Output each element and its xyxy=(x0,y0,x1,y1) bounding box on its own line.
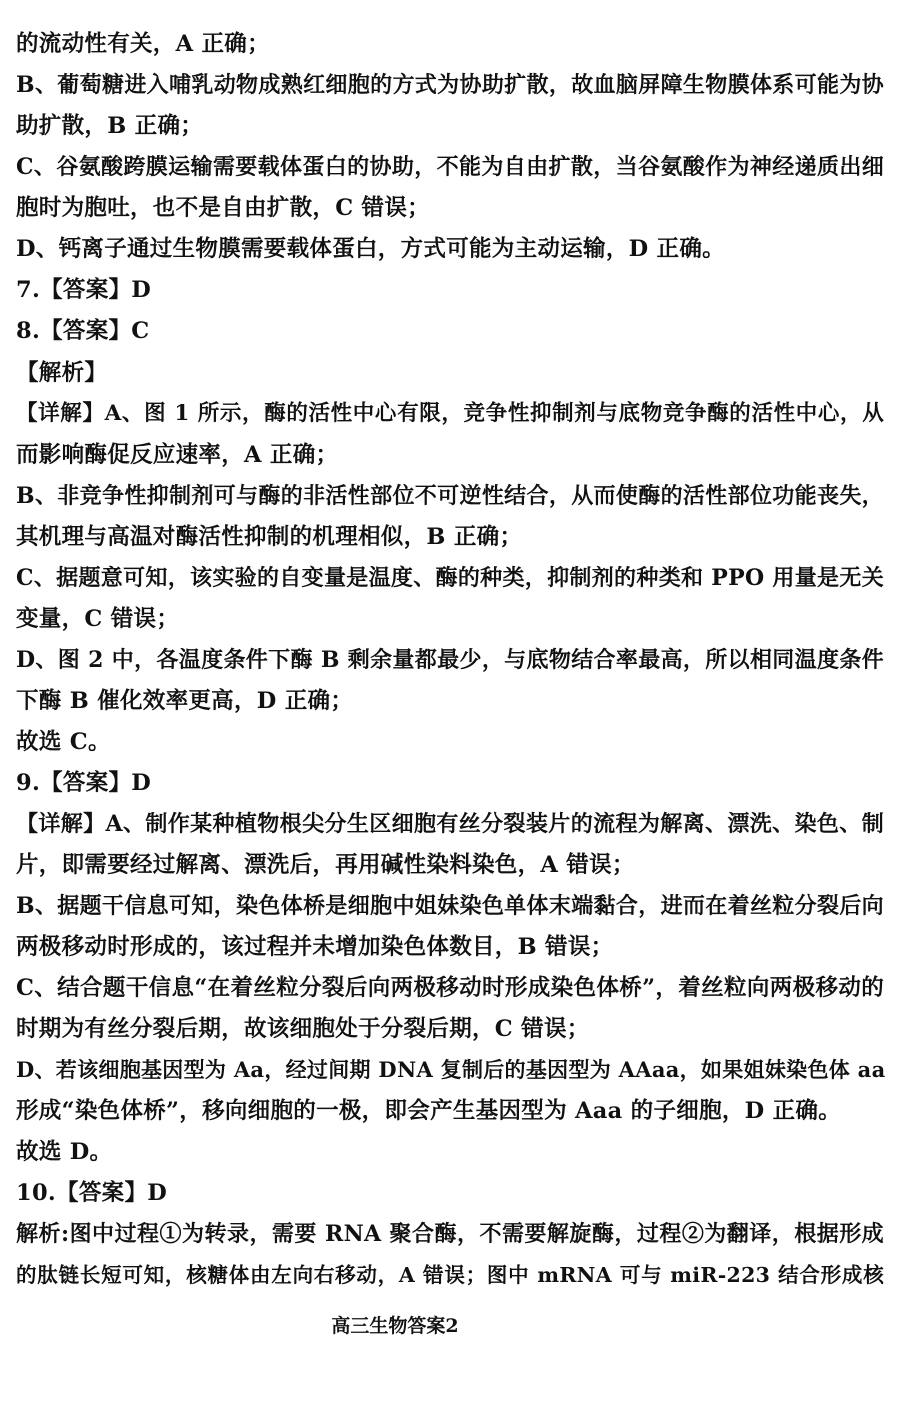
text-line: D、若该细胞基因型为 Aa，经过间期 DNA 复制后的基因型为 AAaa，如果姐妹染色体 aa xyxy=(16,1057,886,1082)
text-line: C、结合题干信息“在着丝粒分裂后向两极移动时形成染色体桥”，着丝粒向两极移动的 xyxy=(16,975,884,1001)
text-line: 变量，C 错误； xyxy=(16,606,180,632)
text-line: 故选 D。 xyxy=(16,1139,113,1165)
text-line: 解析:图中过程①为转录，需要 RNA 聚合酶，不需要解旋酶，过程②为翻译，根据形成 xyxy=(16,1221,884,1247)
text-line: C、谷氨酸跨膜运输需要载体蛋白的协助，不能为自由扩散，当谷氨酸作为神经递质出细 xyxy=(16,154,884,180)
text-line: 【详解】A、制作某种植物根尖分生区细胞有丝分裂装片的流程为解离、漂洗、染色、制 xyxy=(16,811,884,837)
page-footer xyxy=(0,1313,900,1339)
answer-line: 7.【答案】D xyxy=(16,277,152,303)
text-line: C、据题意可知，该实验的自变量是温度、酶的种类，抑制剂的种类和 PPO 用量是无关 xyxy=(16,565,884,591)
answer-line: 9.【答案】D xyxy=(16,770,152,796)
text-line: 两极移动时形成的，该过程并未增加染色体数目，B 错误； xyxy=(16,934,614,960)
text-line: 其机理与高温对酶活性抑制的机理相似，B 正确； xyxy=(16,524,523,550)
text-line: 时期为有丝分裂后期，故该细胞处于分裂后期，C 错误； xyxy=(16,1016,590,1042)
text-line: 下酶 B 催化效率更高，D 正确； xyxy=(16,688,354,714)
text-line: 故选 C。 xyxy=(16,729,111,755)
text-line: 片，即需要经过解离、漂洗后，再用碱性染料染色，A 错误； xyxy=(16,852,635,878)
footer-label: 高三生物答案2 xyxy=(331,1315,459,1337)
text-line: 胞时为胞吐，也不是自由扩散，C 错误； xyxy=(16,195,430,221)
text-line: 的流动性有关，A 正确； xyxy=(16,31,270,57)
text-line: 【详解】A、图 1 所示，酶的活性中心有限，竞争性抑制剂与底物竞争酶的活性中心，从 xyxy=(16,401,884,426)
text-line: 而影响酶促反应速率，A 正确； xyxy=(16,442,339,468)
text-line: B、非竞争性抑制剂可与酶的非活性部位不可逆性结合，从而使酶的活性部位功能丧失， xyxy=(16,483,884,509)
section-label: 【解析】 xyxy=(16,360,108,386)
answer-line: 8.【答案】C xyxy=(16,318,150,344)
text-line: D、钙离子通过生物膜需要载体蛋白，方式可能为主动运输，D 正确。 xyxy=(16,236,725,262)
text-line: 形成“染色体桥”，移向细胞的一极，即会产生基因型为 Aaa 的子细胞，D 正确。 xyxy=(16,1098,842,1124)
text-line: B、葡萄糖进入哺乳动物成熟红细胞的方式为协助扩散，故血脑屏障生物膜体系可能为协 xyxy=(16,72,884,98)
answer-line: 10.【答案】D xyxy=(16,1180,168,1206)
text-line: B、据题干信息可知，染色体桥是细胞中姐妹染色单体末端黏合，进而在着丝粒分裂后向 xyxy=(16,893,884,919)
text-line: 助扩散，B 正确； xyxy=(16,113,204,139)
text-line: D、图 2 中，各温度条件下酶 B 剩余量都最少，与底物结合率最高，所以相同温度条件 xyxy=(16,647,884,673)
text-line: 的肽链长短可知，核糖体由左向右移动，A 错误；图中 mRNA 可与 miR-223 结合形成核 xyxy=(16,1263,884,1287)
